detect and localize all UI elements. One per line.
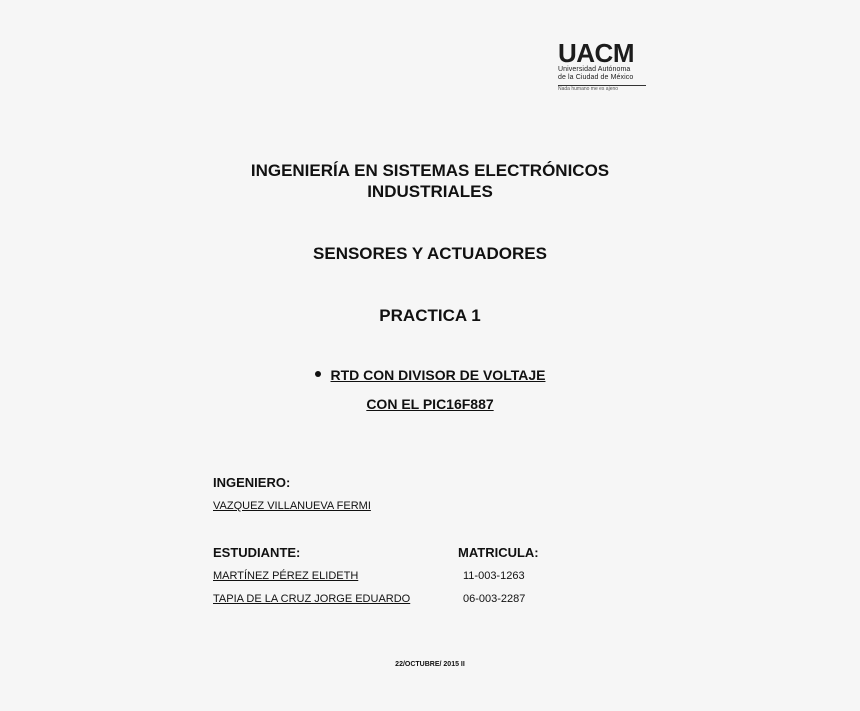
student-id-2: 06-003-2287	[463, 593, 526, 605]
logo-mark: UACM	[558, 38, 634, 68]
student-id-1: 11-003-1263	[463, 570, 525, 582]
practice-title: PRACTICA 1	[379, 306, 481, 325]
student-name-2: TAPIA DE LA CRUZ JORGE EDUARDO	[213, 593, 411, 605]
topic-line-2-text: CON EL PIC16F887	[366, 396, 494, 412]
topic-line-1-underlined	[315, 367, 546, 383]
engineer-label: INGENIERO:	[213, 475, 291, 490]
student-name-1: MARTÍNEZ PÉREZ ELIDETH	[213, 570, 359, 582]
program-title: INGENIERÍA EN SISTEMAS ELECTRÓNICOS INDUSTRIALES	[250, 161, 610, 201]
logo-university-line1: Universidad Autónoma	[558, 66, 631, 73]
matricula-label: MATRICULA:	[458, 545, 539, 560]
subject-title: SENSORES Y ACTUADORES	[313, 244, 547, 263]
uacm-logo	[558, 40, 648, 93]
topic-line-2	[0, 395, 860, 413]
topic-line-1-text: RTD CON DIVISOR DE VOLTAJE	[330, 367, 546, 383]
logo-university-line2: de la Ciudad de México	[558, 74, 634, 81]
bullet-icon	[315, 371, 321, 377]
logo-motto: Nada humano me es ajeno	[558, 86, 619, 92]
engineer-name: VAZQUEZ VILLANUEVA FERMI	[213, 500, 371, 512]
student-label: ESTUDIANTE:	[213, 545, 301, 560]
document-date: 22/OCTUBRE/ 2015 II	[395, 661, 465, 668]
topic-line-1	[0, 366, 860, 384]
